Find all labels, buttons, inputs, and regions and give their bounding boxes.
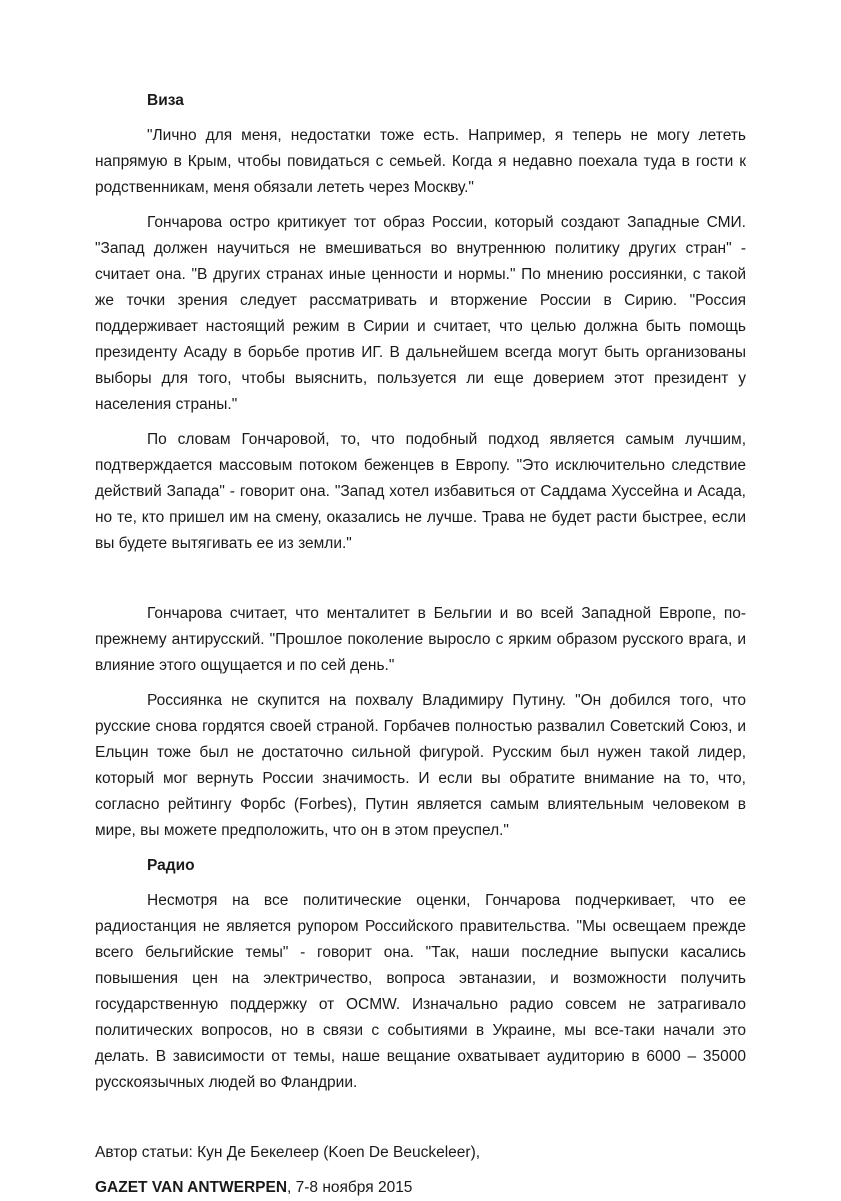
paragraph: Россиянка не скупится на похвалу Владимиру Путину. "Он добился того, что русские снова гордятся своей страной. Горбачев полностью развалил Советский Союз, и Ельцин тоже был не достаточно сильной фигурой. Русским был нужен такой лидер, который мог вернуть России значимость. И если вы обратите внимание на то, что, согласно рейтингу Форбс (Forbes), Путин является самым влиятельным человеком в мире, вы можете предположить, что он в этом преуспел." <box>95 692 746 839</box>
document-body <box>95 88 746 1201</box>
paragraph: По словам Гончаровой, то, что подобный подход является самым лучшим, подтверждается массовым потоком беженцев в Европу. "Это исключительно следствие действий Запада" - говорит она. "Запад хотел избавиться от Саддама Хуссейна и Асада, но те, кто пришел им на смену, оказались не лучше. Трава не будет расти быстрее, если вы будете вытягивать ее из земли." <box>95 431 746 552</box>
paragraph: Несмотря на все политические оценки, Гончарова подчеркивает, что ее радиостанция не является рупором Российского правительства. "Мы освещаем прежде всего бельгийские темы" - говорит она. "Так, наши последние выпуски касались повышения цен на электричество, вопроса эвтаназии, и возможности получить государственную поддержку от OCMW. Изначально радио совсем не затрагивало политических вопросов, но в связи с событиями в Украине, мы все-таки начали это делать. В зависимости от темы, наше вещание охватывает аудиторию в 6000 – 35000 русскоязычных людей во Фландрии. <box>95 892 746 1091</box>
author-byline: Автор статьи: Кун Де Бекелеер (Koen De Beuckeleer), <box>95 1144 481 1161</box>
paragraph-spacer <box>95 1105 746 1140</box>
paragraph: Гончарова остро критикует тот образ России, который создают Западные СМИ. "Запад должен научиться не вмешиваться во внутреннюю политику других стран" - считает она. "В других странах иные ценности и нормы." По мнению россиянки, с такой же точки зрения следует рассматривать и вторжение России в Сирию. "Россия поддерживает настоящий режим в Сирии и считает, что целью должна быть помощь президенту Асаду в борьбе против ИГ. В дальнейшем всегда могут быть организованы выборы для того, чтобы выяснить, пользуется ли еще доверием этот президент у населения страны." <box>95 214 746 413</box>
source-line <box>95 1175 746 1201</box>
section-heading: Виза <box>147 92 184 109</box>
paragraph: Гончарова считает, что менталитет в Бельгии и во всей Западной Европе, по-прежнему антирусский. "Прошлое поколение выросло с ярким образом русского врага, и влияние этого ощущается и по сей день." <box>95 605 746 674</box>
paragraph: "Лично для меня, недостатки тоже есть. Например, я теперь не могу лететь напрямую в Крым, чтобы повидаться с семьей. Когда я недавно поехала туда в гости к родственникам, меня обязали лететь через Москву." <box>95 127 746 196</box>
section-heading: Радио <box>147 857 195 874</box>
source-date: , 7-8 ноября 2015 <box>287 1179 413 1196</box>
paragraph-spacer <box>95 566 746 601</box>
source-publication: GAZET VAN ANTWERPEN <box>95 1179 288 1196</box>
